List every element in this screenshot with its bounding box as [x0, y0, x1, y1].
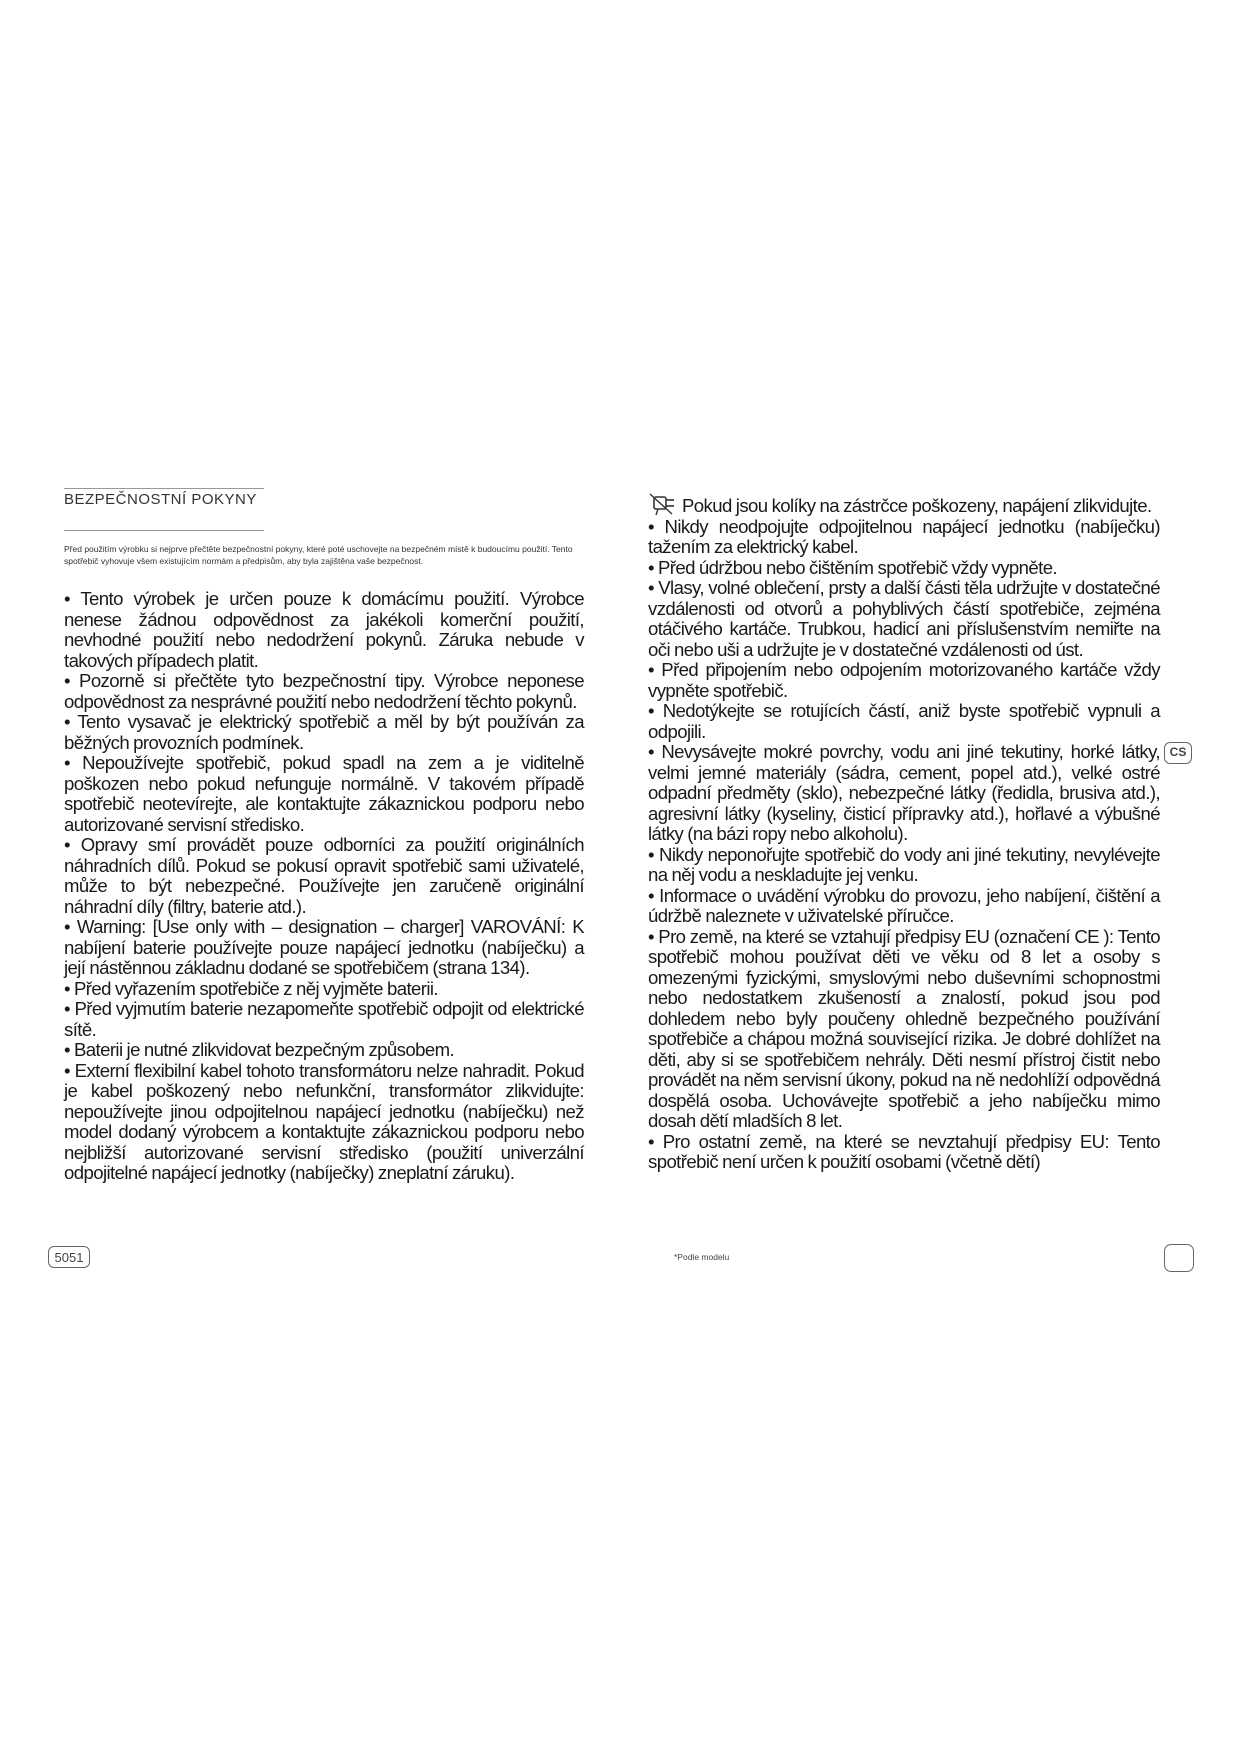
- safety-paragraph: • Před připojením nebo odpojením motorizovaného kartáče vždy vypněte spotřebič.: [648, 659, 1160, 701]
- safety-paragraph: • Vlasy, volné oblečení, prsty a další části těla udržujte v dostatečné vzdálenosti od otvorů a pohyblivých částí spotřebiče, zejména otáčivého kartáče. Trubkou, hadicí ani příslušenstvím nemiřte na oči nebo uši a udržujte je v dostatečné vzdálenosti od úst.: [648, 577, 1160, 660]
- page-number: 5051: [48, 1246, 90, 1268]
- safety-paragraph: • Před vyjmutím baterie nezapomeňte spotřebič odpojit od elektrické sítě.: [64, 998, 584, 1040]
- right-column: [648, 492, 1160, 1173]
- safety-paragraph: • Tento výrobek je určen pouze k domácímu použití. Výrobce nenese žádnou odpovědnost za jakékoli komerční použití, nevhodné použití nebo nedodržení pokynů. Záruka nebude v takových případech platit.: [64, 588, 584, 671]
- safety-paragraph: • Tento vysavač je elektrický spotřebič a měl by být používán za běžných provozních podmínek.: [64, 711, 584, 753]
- safety-paragraph: • Warning: [Use only with – designation – charger] VAROVÁNÍ: K nabíjení baterie používejte pouze napájecí jednotku (nabíječku) a její nástěnnou základnu dodané se spotřebičem (strana 134).: [64, 916, 584, 978]
- language-badge: CS: [1164, 742, 1192, 764]
- damaged-plug-icon: [648, 492, 678, 516]
- safety-paragraph: • Nedotýkejte se rotujících částí, aniž byste spotřebič vypnuli a odpojili.: [648, 700, 1160, 742]
- safety-paragraph: • Baterii je nutné zlikvidovat bezpečným způsobem.: [64, 1039, 455, 1060]
- safety-paragraph: • Opravy smí provádět pouze odborníci za použití originálních náhradních dílů. Pokud se pokusí opravit spotřebič sami uživatelé, může to být nebezpečné. Používejte jen zaručeně originální náhradní díly (filtry, baterie atd.).: [64, 834, 584, 917]
- safety-paragraph: • Pozorně si přečtěte tyto bezpečnostní tipy. Výrobce neponese odpovědnost za nesprávné použití nebo nedodržení těchto pokynů.: [64, 670, 584, 712]
- safety-paragraph: • Nevysávejte mokré povrchy, vodu ani jiné tekutiny, horké látky, velmi jemné materiály (sádra, cement, popel atd.), velké ostré odpadní předměty (sklo), nebezpečné látky (ředidla, brusiva atd.), agresivní látky (kyseliny, čisticí přípravky atd.), hořlavé a výbušné látky (na bázi ropy nebo alkoholu).: [648, 741, 1160, 844]
- section-title: BEZPEČNOSTNÍ POKYNY: [64, 488, 264, 508]
- safety-paragraph: [648, 492, 1160, 517]
- page-number-box: [1164, 1244, 1194, 1272]
- safety-paragraph: • Externí flexibilní kabel tohoto transformátoru nelze nahradit. Pokud je kabel poškozený nebo nefunkční, transformátor zlikvidujte: nepoužívejte jinou odpojitelnou napájecí jednotku (nabíječku) než model dodaný výrobcem a kontaktujte zákaznickou podporu nebo nejbližší autorizované servisní středisko (použití univerzální odpojitelné napájecí jednotky (nabíječky) zneplatní záruku).: [64, 1059, 584, 1183]
- safety-paragraph: • Pro země, na které se vztahují předpisy EU (označení CE ): Tento spotřebič mohou používat děti ve věku od 8 let a osoby s omezenými fyzickými, smyslovými nebo duševními schopnostmi nebo nedostatkem zkušeností a znalostí, pokud jsou pod dohledem nebo byly poučeny ohledně bezpečného používání spotřebiče a chápou možná související rizika. Je dobré dohlížet na děti, aby si se spotřebičem nehrály. Děti nesmí přístroj čistit nebo provádět na něm servisní úkony, pokud na ně nedohlíží odpovědná dospělá osoba. Uchovávejte spotřebič a jeho nabíječku mimo dosah dětí mladších 8 let.: [648, 925, 1160, 1131]
- safety-paragraph: • Nikdy neponořujte spotřebič do vody ani jiné tekutiny, nevylévejte na něj vodu a neskladujte jej venku.: [648, 843, 1160, 885]
- safety-paragraph: • Informace o uvádění výrobku do provozu, jeho nabíjení, čištění a údržbě naleznete v uživatelské příručce.: [648, 884, 1160, 926]
- safety-paragraph: • Před údržbou nebo čištěním spotřebič vždy vypněte.: [648, 556, 1057, 578]
- safety-paragraph: • Před vyřazením spotřebiče z něj vyjměte baterii.: [64, 977, 438, 999]
- title-block: [64, 488, 264, 531]
- intro-text: Před použitím výrobku si nejprve přečtěte bezpečnostní pokyny, které poté uschovejte na bezpečném místě k budoucímu použití. Tento spotřebič vyhovuje všem existujícím normám a předpisům, aby byla zajištěna vaše bezpečnost.: [64, 544, 573, 566]
- safety-paragraph: • Nepoužívejte spotřebič, pokud spadl na zem a je viditelně poškozen nebo pokud nefunguje normálně. V takovém případě spotřebič neotevírejte, ale kontaktujte zákaznickou podporu nebo autorizované servisní středisko.: [64, 752, 584, 835]
- left-column: [64, 488, 584, 1184]
- safety-paragraph: • Nikdy neodpojujte odpojitelnou napájecí jednotku (nabíječku) tažením za elektrický kabel.: [648, 515, 1160, 557]
- plug-warning-text: Pokud jsou kolíky na zástrčce poškozeny, napájení zlikvidujte.: [682, 495, 1152, 516]
- footnote: *Podle modelu: [674, 1252, 730, 1262]
- safety-paragraph: • Pro ostatní země, na které se nevztahují předpisy EU: Tento spotřebič není určen k použití osobami (včetně dětí): [648, 1130, 1160, 1172]
